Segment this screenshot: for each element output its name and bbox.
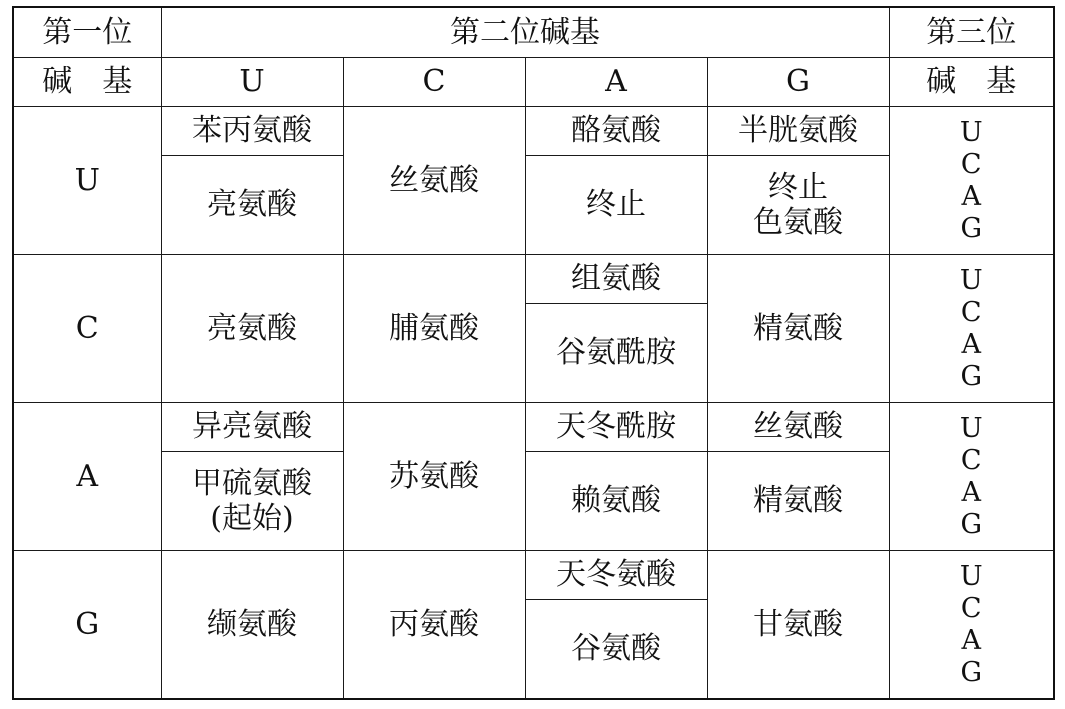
codon-uu-bottom: 亮氨酸: [161, 156, 343, 255]
third-base-g: G: [960, 508, 983, 540]
codon-ag-bottom: 精氨酸: [707, 452, 889, 551]
codon-uu-top: 苯丙氨酸: [161, 107, 343, 156]
third-base-stack-c: [889, 255, 1054, 403]
third-base-a: A: [961, 180, 981, 212]
header-first-base-line1: 第一位: [13, 7, 161, 58]
codon-ga-bottom: 谷氨酸: [525, 600, 707, 700]
header-second-col-g: G: [707, 58, 889, 107]
header-third-base-line2: 碱 基: [889, 58, 1054, 107]
third-base-stack-u: [889, 107, 1054, 255]
codon-ca-top: 组氨酸: [525, 255, 707, 304]
codon-ug-top: 半胱氨酸: [707, 107, 889, 156]
header-second-col-c: C: [343, 58, 525, 107]
third-base-c: C: [960, 296, 982, 328]
codon-aa-top: 天冬酰胺: [525, 403, 707, 452]
first-base-g: G: [13, 551, 161, 700]
codon-ga-top: 天冬氨酸: [525, 551, 707, 600]
third-base-a: A: [961, 624, 981, 656]
codon-ug-bottom: [707, 156, 889, 255]
codon-ca-bottom: 谷氨酰胺: [525, 304, 707, 403]
third-base-u: U: [959, 264, 983, 296]
third-base-u: U: [959, 560, 983, 592]
third-base-g: G: [960, 656, 983, 688]
codon-au-top: 异亮氨酸: [161, 403, 343, 452]
third-base-a: A: [961, 476, 981, 508]
header-second-col-u: U: [161, 58, 343, 107]
codon-ua-top: 酪氨酸: [525, 107, 707, 156]
third-base-c: C: [960, 148, 982, 180]
codon-uc: 丝氨酸: [343, 107, 525, 255]
third-base-a: A: [961, 328, 981, 360]
third-base-c: C: [960, 444, 982, 476]
third-base-g: G: [960, 360, 983, 392]
codon-table: [12, 6, 1055, 700]
header-second-col-a: A: [525, 58, 707, 107]
third-base-stack-g: [889, 551, 1054, 700]
codon-ag-top: 丝氨酸: [707, 403, 889, 452]
codon-ug-trp: 色氨酸: [753, 205, 843, 240]
third-base-u: U: [959, 412, 983, 444]
header-first-base-line2: 碱 基: [13, 58, 161, 107]
header-second-base: 第二位碱基: [161, 7, 889, 58]
first-base-u: U: [13, 107, 161, 255]
codon-gg: 甘氨酸: [707, 551, 889, 700]
first-base-a: A: [13, 403, 161, 551]
codon-cc: 脯氨酸: [343, 255, 525, 403]
third-base-g: G: [960, 212, 983, 244]
codon-cg: 精氨酸: [707, 255, 889, 403]
codon-au-bottom: [161, 452, 343, 551]
first-base-c: C: [13, 255, 161, 403]
codon-ac: 苏氨酸: [343, 403, 525, 551]
codon-ua-bottom: 终止: [525, 156, 707, 255]
codon-cu: 亮氨酸: [161, 255, 343, 403]
codon-au-start: (起始): [210, 501, 294, 536]
third-base-c: C: [960, 592, 982, 624]
third-base-u: U: [959, 116, 983, 148]
codon-aa-bottom: 赖氨酸: [525, 452, 707, 551]
codon-gc: 丙氨酸: [343, 551, 525, 700]
codon-au-met: 甲硫氨酸: [192, 465, 312, 501]
codon-gu: 缬氨酸: [161, 551, 343, 700]
header-third-base-line1: 第三位: [889, 7, 1054, 58]
third-base-stack-a: [889, 403, 1054, 551]
codon-ug-stop: 终止: [768, 169, 828, 205]
